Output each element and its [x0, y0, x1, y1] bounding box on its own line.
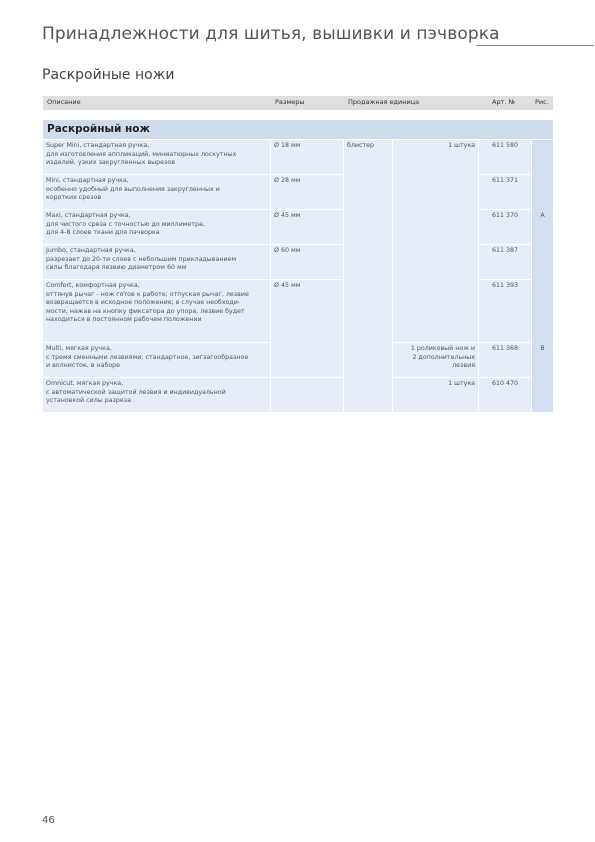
page-number: 46	[42, 815, 55, 826]
cell-description-line: Omnicut, мягкая ручка,	[46, 380, 124, 387]
cell-size	[271, 140, 344, 175]
cell-figure	[532, 140, 553, 175]
cell-description-line: установкой силы разреза	[46, 397, 131, 405]
cell-article-line: 611 580	[491, 142, 519, 149]
cell-figure	[532, 175, 553, 210]
header-description: Описание	[47, 98, 81, 106]
cell-description-line: Comfort, комфортная ручка,	[46, 282, 140, 289]
cell-article-line: 611 393	[491, 282, 519, 289]
header-figure: Рис.	[535, 98, 549, 106]
cell-size	[271, 280, 344, 343]
cell-description	[43, 378, 271, 413]
cell-description-line: с тремя сменными лезвиями: стандартное, зигзагообразное	[46, 353, 249, 361]
cell-unit-qty	[393, 245, 479, 280]
cell-article-line: 611 387	[491, 247, 519, 254]
cell-description-line: особенно удобный для выполнения закругленных и	[46, 185, 220, 193]
product-table	[43, 96, 553, 413]
cell-article	[479, 245, 532, 280]
group-title	[43, 120, 553, 140]
title-rule	[476, 45, 594, 46]
section-title: Раскройные ножи	[42, 67, 175, 83]
cell-figure-line: A	[540, 212, 545, 219]
page-title: Принадлежности для шитья, вышивки и пэчворка	[42, 24, 500, 44]
table-body	[43, 140, 553, 413]
cell-figure	[532, 280, 553, 343]
cell-size-line: Ø 60 мм	[274, 247, 301, 254]
cell-unit-qty	[393, 378, 479, 413]
cell-article-line: 611 368	[491, 345, 519, 352]
cell-article	[479, 280, 532, 343]
cell-article-line: 610 470	[491, 380, 519, 387]
table-row	[43, 210, 553, 245]
cell-unit-type	[344, 378, 393, 413]
table-row	[43, 140, 553, 175]
cell-unit-qty	[393, 280, 479, 343]
cell-unit-type-line: блистер	[347, 142, 375, 149]
cell-description-line: с автоматической защитой лезвия и индивидуальной	[46, 388, 226, 396]
cell-unit-qty-line: 2 дополнительных	[412, 353, 475, 361]
cell-unit-qty	[393, 175, 479, 210]
cell-figure	[532, 378, 553, 413]
cell-description	[43, 280, 271, 343]
table-row	[43, 378, 553, 413]
cell-article-line: 611 370	[491, 212, 519, 219]
table-row	[43, 280, 553, 343]
cell-article	[479, 140, 532, 175]
table-row	[43, 245, 553, 280]
cell-description-line: для изготовления аппликаций, миниатюрных лоскутных	[46, 150, 237, 158]
cell-unit-type	[344, 175, 393, 210]
cell-description-line: возвращается в исходное положение; в случае необходи-	[46, 299, 241, 307]
cell-unit-qty-line: 1 штука	[448, 380, 475, 387]
cell-article	[479, 210, 532, 245]
cell-unit-qty	[393, 210, 479, 245]
group-title-text: Раскройный нож	[47, 123, 150, 135]
cell-unit-qty	[393, 140, 479, 175]
cell-description	[43, 343, 271, 378]
table-header	[43, 96, 553, 110]
cell-unit-type	[344, 343, 393, 378]
cell-description	[43, 210, 271, 245]
cell-description-line: оттянув рычаг - нож готов к работе; отпуская рычаг, лезвие	[46, 290, 249, 298]
cell-size-line: Ø 18 мм	[274, 142, 301, 149]
cell-size-line: Ø 45 мм	[274, 212, 301, 219]
cell-unit-type	[344, 210, 393, 245]
cell-figure	[532, 343, 553, 378]
cell-unit-qty-line: 1 роликовый нож и	[410, 345, 475, 352]
header-sizes: Размеры	[275, 98, 305, 106]
cell-description-line: Mini, стандартная ручка,	[46, 177, 129, 184]
cell-size	[271, 175, 344, 210]
cell-description	[43, 175, 271, 210]
cell-description-line: изделий, узких закругленных вырезов	[46, 159, 175, 167]
cell-size	[271, 245, 344, 280]
table-row	[43, 343, 553, 378]
cell-article	[479, 378, 532, 413]
cell-description-line: для 4-8 слоев ткани для пэчворка	[46, 229, 160, 237]
cell-unit-type	[344, 245, 393, 280]
cell-description-line: силы благодаря лезвию диаметром 60 мм	[46, 264, 187, 272]
cell-article	[479, 343, 532, 378]
cell-figure	[532, 210, 553, 245]
cell-size	[271, 210, 344, 245]
cell-unit-type	[344, 140, 393, 175]
cell-description	[43, 245, 271, 280]
cell-description-line: Maxi, стандартная ручка,	[46, 212, 131, 219]
cell-description-line: Jumbo, стандартная ручка,	[46, 247, 136, 254]
cell-article-line: 611 371	[491, 177, 519, 184]
cell-unit-qty	[393, 343, 479, 378]
cell-description-line: Super Mini, стандартная ручка,	[46, 142, 150, 149]
cell-description-line: для чистого среза с точностью до миллиметра,	[46, 220, 205, 228]
cell-figure-line: B	[540, 345, 545, 352]
cell-description-line: Multi, мягкая ручка,	[46, 345, 112, 352]
cell-figure	[532, 245, 553, 280]
cell-description-line: находиться в постоянном рабочем положении	[46, 316, 202, 324]
cell-size-line: Ø 45 мм	[274, 282, 301, 289]
cell-description-line: разрезает до 20-ти слоев с небольшим прикладыванием	[46, 255, 237, 263]
cell-unit-qty-line: 1 штука	[448, 142, 475, 149]
cell-unit-type	[344, 280, 393, 343]
cell-size-line: Ø 28 мм	[274, 177, 301, 184]
cell-unit-qty-line: лезвия	[452, 362, 475, 370]
header-article: Арт. №	[492, 98, 516, 106]
cell-description	[43, 140, 271, 175]
table-row	[43, 175, 553, 210]
cell-size	[271, 343, 344, 378]
cell-description-line: мости, нажав на кнопку фиксатора до упора, лезвие будет	[46, 307, 245, 315]
cell-size	[271, 378, 344, 413]
cell-description-line: и волнистое, в наборе	[46, 362, 121, 370]
header-unit: Продажная единица	[348, 98, 420, 106]
cell-description-line: коротких срезов	[46, 194, 102, 202]
cell-article	[479, 175, 532, 210]
